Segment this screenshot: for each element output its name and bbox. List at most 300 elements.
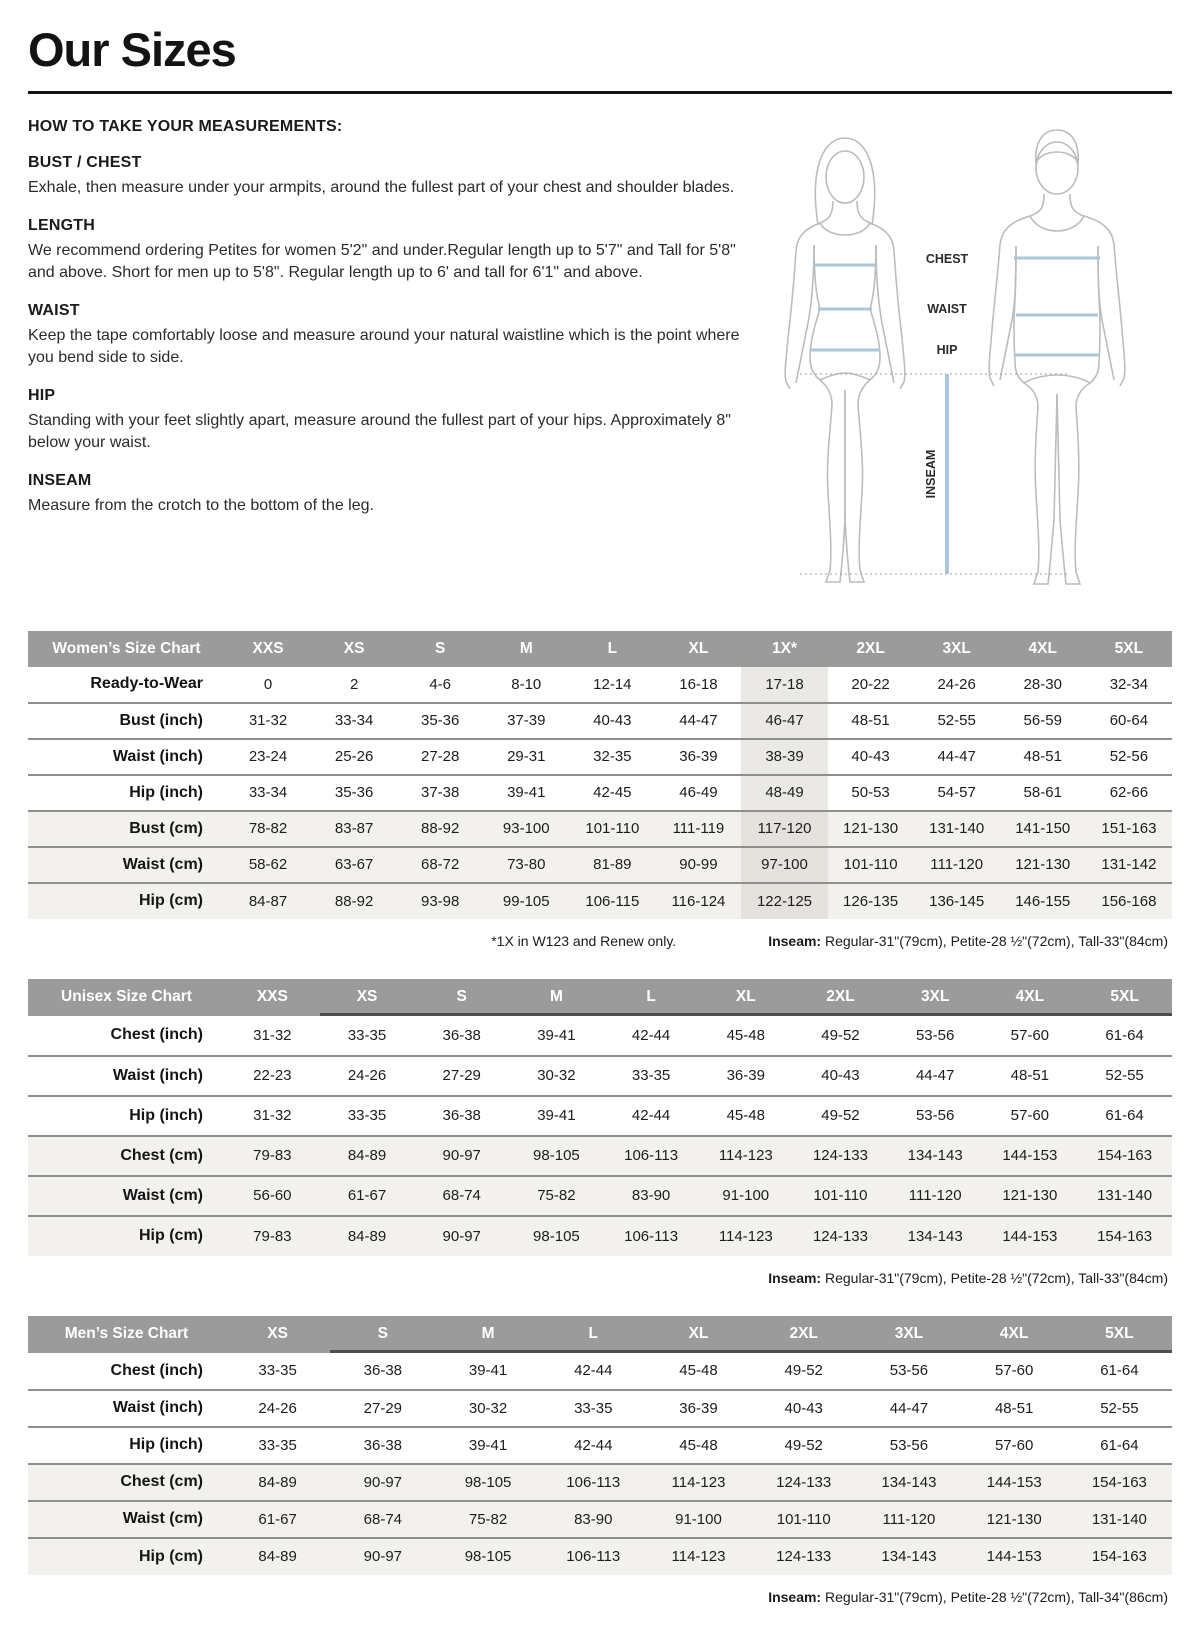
size-cell: 98-105 bbox=[464, 1548, 512, 1566]
table-title-cell: Men’s Size Chart bbox=[28, 1316, 225, 1353]
footnote-note: *1X in W123 and Renew only. bbox=[491, 932, 677, 949]
size-chart-table bbox=[28, 631, 1172, 919]
size-cell: 52-55 bbox=[937, 712, 976, 730]
size-cell: 84-89 bbox=[347, 1227, 387, 1245]
size-cell: 68-74 bbox=[442, 1187, 481, 1205]
section-label: BUST / CHEST bbox=[28, 153, 142, 171]
size-cell: 44-47 bbox=[889, 1399, 929, 1417]
size-cell: 49-52 bbox=[821, 1026, 860, 1044]
size-cell: 58-61 bbox=[1023, 784, 1062, 802]
size-cell: 48-51 bbox=[1023, 748, 1062, 766]
table-row bbox=[28, 1216, 1172, 1256]
size-cell: 8-10 bbox=[511, 675, 542, 693]
size-cell: 121-130 bbox=[986, 1510, 1042, 1528]
size-cell: 33-35 bbox=[258, 1362, 297, 1380]
size-cell: 79-83 bbox=[253, 1147, 292, 1165]
size-cell: 111-120 bbox=[908, 1187, 962, 1205]
size-cell: 111-120 bbox=[930, 856, 984, 874]
size-cell: 45-48 bbox=[726, 1026, 765, 1044]
size-cell: 39-41 bbox=[468, 1436, 508, 1454]
size-cell: 88-92 bbox=[421, 820, 460, 838]
size-cell: 134-143 bbox=[881, 1473, 937, 1491]
size-cell: 46-49 bbox=[679, 784, 718, 802]
size-cell: 56-59 bbox=[1023, 712, 1062, 730]
section-text: Measure from the crotch to the bottom of the leg. bbox=[28, 497, 374, 515]
size-cell: 40-43 bbox=[593, 712, 632, 730]
size-cell: 144-153 bbox=[1002, 1147, 1058, 1165]
size-cell: 40-43 bbox=[821, 1067, 860, 1085]
size-cell: 90-97 bbox=[363, 1473, 403, 1491]
size-cell: 114-123 bbox=[718, 1147, 773, 1165]
size-cell: 154-163 bbox=[1091, 1548, 1147, 1566]
size-cell: 53-56 bbox=[915, 1107, 955, 1125]
size-cell: 36-38 bbox=[442, 1107, 481, 1125]
size-cell: 36-38 bbox=[442, 1026, 481, 1044]
section-hip bbox=[28, 387, 766, 454]
size-cell: 58-62 bbox=[248, 856, 288, 874]
size-cell: 63-67 bbox=[334, 856, 374, 874]
size-cell: 36-39 bbox=[726, 1067, 765, 1085]
size-cell: 83-90 bbox=[631, 1187, 671, 1205]
size-cell: 90-97 bbox=[442, 1227, 481, 1245]
size-cell: 49-52 bbox=[784, 1436, 823, 1454]
size-cell: 61-64 bbox=[1105, 1107, 1144, 1125]
size-cell: 37-39 bbox=[507, 712, 546, 730]
size-cell: 144-153 bbox=[986, 1548, 1042, 1566]
size-cell: 101-110 bbox=[585, 820, 640, 838]
size-cell: 22-23 bbox=[253, 1067, 292, 1085]
column-header: 3XL bbox=[914, 631, 1000, 667]
size-cell: 53-56 bbox=[889, 1436, 929, 1454]
hip-label: HIP bbox=[936, 342, 958, 357]
table-row bbox=[28, 739, 1172, 775]
row-label: Hip (cm) bbox=[139, 892, 203, 910]
size-cell: 40-43 bbox=[784, 1399, 823, 1417]
size-cell: 24-26 bbox=[347, 1067, 387, 1085]
waist-label: WAIST bbox=[927, 301, 967, 316]
column-header: 4XL bbox=[983, 979, 1078, 1016]
size-cell: 31-32 bbox=[253, 1026, 292, 1044]
size-cell: 131-142 bbox=[1101, 856, 1157, 874]
column-header: 5XL bbox=[1077, 979, 1172, 1016]
size-cell: 42-45 bbox=[593, 784, 632, 802]
column-header: M bbox=[509, 979, 604, 1016]
size-cell: 99-105 bbox=[502, 892, 550, 910]
size-cell: 134-143 bbox=[907, 1147, 963, 1165]
row-label: Hip (cm) bbox=[139, 1547, 203, 1565]
size-cell: 57-60 bbox=[994, 1436, 1034, 1454]
size-cell: 106-113 bbox=[566, 1548, 621, 1566]
size-cell: 101-110 bbox=[813, 1187, 868, 1205]
size-cell: 134-143 bbox=[881, 1548, 937, 1566]
size-cell: 28-30 bbox=[1023, 675, 1062, 693]
section-text: We recommend ordering Petites for women 5'2" and under.Regular length up to 5'7" and Tall for 5'8" and above. Short for men up to 5'8". Regular length up to 6' and tall for 6'1" and above. bbox=[28, 241, 736, 281]
column-header: 3XL bbox=[888, 979, 983, 1016]
section-label: WAIST bbox=[28, 301, 80, 319]
column-header: 2XL bbox=[751, 1316, 856, 1353]
size-cell: 91-100 bbox=[722, 1187, 770, 1205]
size-cell: 33-34 bbox=[334, 712, 374, 730]
size-cell: 39-41 bbox=[507, 784, 546, 802]
female-figure bbox=[785, 138, 905, 582]
size-cell: 62-66 bbox=[1109, 784, 1149, 802]
column-header: 2XL bbox=[828, 631, 914, 667]
size-cell: 81-89 bbox=[593, 856, 632, 874]
column-header: 2XL bbox=[793, 979, 888, 1016]
section-waist bbox=[28, 302, 766, 369]
size-cell: 90-97 bbox=[363, 1548, 403, 1566]
size-cell: 39-41 bbox=[537, 1026, 576, 1044]
size-cell: 23-24 bbox=[248, 748, 288, 766]
size-cell: 37-38 bbox=[421, 784, 460, 802]
size-chart-table bbox=[28, 979, 1172, 1256]
table-footnote bbox=[28, 1270, 1168, 1286]
size-cell: 32-34 bbox=[1109, 675, 1149, 693]
size-cell: 42-44 bbox=[574, 1362, 613, 1380]
size-cell: 106-113 bbox=[624, 1227, 679, 1245]
column-header: S bbox=[414, 979, 509, 1016]
table-title-cell: Women’s Size Chart bbox=[28, 631, 225, 667]
size-cell: 39-41 bbox=[468, 1362, 508, 1380]
size-cell: 111-119 bbox=[672, 820, 725, 838]
size-cell: 12-14 bbox=[593, 675, 632, 693]
section-label: HIP bbox=[28, 387, 56, 405]
size-cell: 90-97 bbox=[442, 1147, 481, 1165]
table-row bbox=[28, 1056, 1172, 1096]
size-cell: 83-90 bbox=[574, 1510, 613, 1528]
size-cell: 131-140 bbox=[1091, 1510, 1147, 1528]
size-cell: 154-163 bbox=[1097, 1147, 1153, 1165]
page-title: Our Sizes bbox=[28, 23, 236, 76]
size-cell: 52-55 bbox=[1100, 1399, 1139, 1417]
column-header: 3XL bbox=[856, 1316, 961, 1353]
size-cell: 46-47 bbox=[741, 703, 827, 739]
size-cell: 53-56 bbox=[889, 1362, 929, 1380]
size-cell: 33-35 bbox=[574, 1399, 613, 1417]
column-header: S bbox=[397, 631, 483, 667]
size-cell: 49-52 bbox=[784, 1362, 823, 1380]
unisex-size-chart bbox=[28, 979, 1172, 1286]
size-cell: 121-130 bbox=[843, 820, 899, 838]
size-cell: 20-22 bbox=[851, 675, 890, 693]
size-cell: 44-47 bbox=[679, 712, 718, 730]
size-cell: 98-105 bbox=[533, 1227, 580, 1245]
section-text: Keep the tape comfortably loose and measure around your natural waistline which is the point where you bend side to side. bbox=[28, 326, 740, 366]
row-label: Hip (inch) bbox=[129, 1106, 203, 1124]
size-cell: 48-51 bbox=[1010, 1067, 1050, 1085]
table-row bbox=[28, 847, 1172, 883]
size-cell: 29-31 bbox=[507, 748, 546, 766]
column-header: 4XL bbox=[962, 1316, 1067, 1353]
size-cell: 30-32 bbox=[537, 1067, 576, 1085]
table-row bbox=[28, 1353, 1172, 1390]
column-header: L bbox=[604, 979, 699, 1016]
size-cell: 40-43 bbox=[851, 748, 890, 766]
row-label: Chest (cm) bbox=[120, 1473, 203, 1491]
size-chart-table bbox=[28, 1316, 1172, 1575]
footnote-inseam: Inseam: Regular-31"(79cm), Petite-28 ½"(72cm), Tall-33"(84cm) bbox=[768, 932, 1168, 949]
size-cell: 57-60 bbox=[1010, 1026, 1050, 1044]
size-cell: 126-135 bbox=[843, 892, 899, 910]
size-cell: 134-143 bbox=[907, 1227, 963, 1245]
size-cell: 131-140 bbox=[1097, 1187, 1153, 1205]
size-cell: 154-163 bbox=[1091, 1473, 1147, 1491]
size-cell: 60-64 bbox=[1109, 712, 1149, 730]
row-label: Chest (inch) bbox=[110, 1026, 203, 1044]
size-cell: 84-89 bbox=[258, 1548, 297, 1566]
table-title-cell: Unisex Size Chart bbox=[28, 979, 225, 1016]
row-label: Hip (inch) bbox=[129, 783, 203, 801]
size-cell: 88-92 bbox=[334, 892, 374, 910]
womens-size-chart bbox=[28, 631, 1172, 949]
column-header: XS bbox=[320, 979, 415, 1016]
mens-size-chart bbox=[28, 1316, 1172, 1605]
size-cell: 68-72 bbox=[421, 856, 460, 874]
column-header: L bbox=[569, 631, 655, 667]
inseam-label: INSEAM bbox=[924, 449, 938, 498]
section-length bbox=[28, 217, 766, 284]
size-cell: 144-153 bbox=[1002, 1227, 1058, 1245]
column-header: XL bbox=[646, 1316, 751, 1353]
size-cell: 57-60 bbox=[1010, 1107, 1050, 1125]
size-cell: 84-89 bbox=[258, 1473, 297, 1491]
size-cell: 53-56 bbox=[915, 1026, 955, 1044]
size-cell: 27-29 bbox=[442, 1067, 481, 1085]
table-row bbox=[28, 775, 1172, 811]
size-cell: 97-100 bbox=[741, 847, 827, 883]
row-label: Waist (cm) bbox=[122, 1510, 203, 1528]
table-row bbox=[28, 1427, 1172, 1464]
size-cell: 48-51 bbox=[851, 712, 890, 730]
size-cell: 44-47 bbox=[915, 1067, 955, 1085]
size-cell: 4-6 bbox=[429, 675, 452, 693]
table-row bbox=[28, 1501, 1172, 1538]
size-cell: 31-32 bbox=[248, 712, 288, 730]
male-figure bbox=[989, 130, 1125, 584]
table-row bbox=[28, 1016, 1172, 1056]
size-cell: 114-123 bbox=[718, 1227, 773, 1245]
table-footnote bbox=[28, 933, 1168, 949]
size-cell: 136-145 bbox=[929, 892, 985, 910]
size-cell: 61-67 bbox=[258, 1510, 297, 1528]
section-text: Standing with your feet slightly apart, measure around the fullest part of your hips. Approximately 8" below your waist. bbox=[28, 412, 731, 452]
size-cell: 48-51 bbox=[994, 1399, 1034, 1417]
size-cell: 146-155 bbox=[1015, 892, 1071, 910]
column-header: M bbox=[435, 1316, 540, 1353]
size-cell: 57-60 bbox=[994, 1362, 1034, 1380]
section-label: LENGTH bbox=[28, 216, 95, 234]
size-cell: 114-123 bbox=[671, 1548, 726, 1566]
size-cell: 93-98 bbox=[421, 892, 460, 910]
size-cell: 79-83 bbox=[253, 1227, 292, 1245]
size-cell: 141-150 bbox=[1015, 820, 1071, 838]
size-cell: 101-110 bbox=[776, 1510, 831, 1528]
size-cell: 45-48 bbox=[679, 1436, 718, 1454]
size-cell: 52-55 bbox=[1105, 1067, 1144, 1085]
measurement-instructions bbox=[28, 118, 766, 518]
size-cell: 39-41 bbox=[537, 1107, 576, 1125]
size-figures-illustration bbox=[752, 122, 1172, 602]
size-cell: 32-35 bbox=[593, 748, 632, 766]
column-header: XL bbox=[655, 631, 741, 667]
table-row bbox=[28, 1538, 1172, 1575]
size-cell: 124-133 bbox=[812, 1147, 868, 1165]
column-header: S bbox=[330, 1316, 435, 1353]
size-cell: 124-133 bbox=[812, 1227, 868, 1245]
section-text: Exhale, then measure under your armpits, around the fullest part of your chest and shoulder blades. bbox=[28, 178, 735, 196]
size-cell: 78-82 bbox=[248, 820, 288, 838]
size-cell: 42-44 bbox=[574, 1436, 613, 1454]
size-cell: 49-52 bbox=[821, 1107, 860, 1125]
size-cell: 45-48 bbox=[726, 1107, 765, 1125]
size-cell: 73-80 bbox=[507, 856, 546, 874]
row-label: Hip (inch) bbox=[129, 1436, 203, 1454]
footnote-inseam: Inseam: Regular-31"(79cm), Petite-28 ½"(72cm), Tall-34"(86cm) bbox=[768, 1588, 1168, 1605]
table-row bbox=[28, 1464, 1172, 1501]
size-cell: 33-35 bbox=[258, 1436, 297, 1454]
column-header: 5XL bbox=[1086, 631, 1172, 667]
row-label: Bust (inch) bbox=[119, 711, 203, 729]
table-row bbox=[28, 1096, 1172, 1136]
table-row bbox=[28, 883, 1172, 919]
size-cell: 106-115 bbox=[585, 892, 640, 910]
size-cell: 33-35 bbox=[631, 1067, 671, 1085]
title-divider bbox=[28, 91, 1172, 94]
size-cell: 84-89 bbox=[347, 1147, 387, 1165]
size-cell: 33-35 bbox=[347, 1026, 387, 1044]
section-inseam bbox=[28, 472, 766, 517]
size-cell: 36-39 bbox=[679, 748, 718, 766]
size-cell: 111-120 bbox=[882, 1510, 936, 1528]
size-cell: 27-29 bbox=[363, 1399, 403, 1417]
size-cell: 75-82 bbox=[537, 1187, 576, 1205]
size-cell: 124-133 bbox=[776, 1473, 832, 1491]
size-cell: 116-124 bbox=[671, 892, 726, 910]
size-cell: 122-125 bbox=[741, 883, 827, 919]
size-cell: 33-34 bbox=[248, 784, 288, 802]
size-cell: 61-67 bbox=[347, 1187, 387, 1205]
column-header: L bbox=[541, 1316, 646, 1353]
size-cell: 30-32 bbox=[468, 1399, 508, 1417]
size-cell: 98-105 bbox=[533, 1147, 580, 1165]
size-cell: 68-74 bbox=[363, 1510, 403, 1528]
size-cell: 91-100 bbox=[675, 1510, 722, 1528]
row-label: Waist (cm) bbox=[122, 1186, 203, 1204]
size-cell: 42-44 bbox=[631, 1107, 671, 1125]
size-cell: 36-38 bbox=[363, 1362, 403, 1380]
size-cell: 2 bbox=[349, 675, 359, 693]
footnote-inseam: Inseam: Regular-31"(79cm), Petite-28 ½"(72cm), Tall-33"(84cm) bbox=[768, 1269, 1168, 1286]
size-cell: 17-18 bbox=[741, 667, 827, 703]
size-cell: 16-18 bbox=[679, 675, 718, 693]
row-label: Waist (inch) bbox=[112, 1399, 203, 1417]
row-label: Bust (cm) bbox=[129, 819, 203, 837]
section-bust-chest bbox=[28, 154, 766, 199]
size-cell: 61-64 bbox=[1100, 1362, 1139, 1380]
table-row bbox=[28, 1176, 1172, 1216]
table-row bbox=[28, 703, 1172, 739]
size-cell: 25-26 bbox=[334, 748, 374, 766]
size-cell: 36-39 bbox=[679, 1399, 718, 1417]
measurement-intro bbox=[28, 118, 1172, 604]
size-cell: 48-49 bbox=[741, 775, 827, 811]
size-cell: 124-133 bbox=[776, 1548, 832, 1566]
size-cell: 27-28 bbox=[421, 748, 460, 766]
size-cell: 0 bbox=[263, 675, 273, 693]
table-row bbox=[28, 811, 1172, 847]
row-label: Waist (cm) bbox=[122, 855, 203, 873]
table-row bbox=[28, 1136, 1172, 1176]
size-cell: 121-130 bbox=[1015, 856, 1071, 874]
section-label: INSEAM bbox=[28, 472, 92, 490]
row-label: Chest (cm) bbox=[120, 1146, 203, 1164]
size-cell: 144-153 bbox=[986, 1473, 1042, 1491]
size-cell: 54-57 bbox=[937, 784, 976, 802]
table-row bbox=[28, 667, 1172, 703]
size-cell: 106-113 bbox=[566, 1473, 621, 1491]
size-cell: 31-32 bbox=[253, 1107, 292, 1125]
size-cell: 98-105 bbox=[464, 1473, 512, 1491]
size-cell: 121-130 bbox=[1002, 1187, 1058, 1205]
size-cell: 50-53 bbox=[851, 784, 890, 802]
row-label: Waist (inch) bbox=[112, 747, 203, 765]
size-cell: 61-64 bbox=[1100, 1436, 1139, 1454]
size-cell: 38-39 bbox=[741, 739, 827, 775]
size-cell: 90-99 bbox=[679, 856, 718, 874]
size-cell: 93-100 bbox=[502, 820, 550, 838]
column-header: M bbox=[483, 631, 569, 667]
size-cell: 117-120 bbox=[741, 811, 827, 847]
size-cell: 83-87 bbox=[334, 820, 374, 838]
size-cell: 36-38 bbox=[363, 1436, 403, 1454]
size-cell: 33-35 bbox=[347, 1107, 387, 1125]
how-to-heading: HOW TO TAKE YOUR MEASUREMENTS: bbox=[28, 117, 343, 135]
size-cell: 61-64 bbox=[1105, 1026, 1144, 1044]
size-cell: 154-163 bbox=[1097, 1227, 1153, 1245]
size-cell: 156-168 bbox=[1101, 892, 1157, 910]
chest-label: CHEST bbox=[925, 251, 969, 266]
column-header: 4XL bbox=[1000, 631, 1086, 667]
size-cell: 84-87 bbox=[248, 892, 288, 910]
size-cell: 35-36 bbox=[334, 784, 374, 802]
size-cell: 42-44 bbox=[631, 1026, 671, 1044]
size-cell: 75-82 bbox=[468, 1510, 508, 1528]
row-label: Chest (inch) bbox=[110, 1361, 203, 1379]
column-header: XL bbox=[698, 979, 793, 1016]
column-header: 5XL bbox=[1067, 1316, 1172, 1353]
size-cell: 151-163 bbox=[1101, 820, 1157, 838]
column-header: XS bbox=[225, 1316, 330, 1353]
size-cell: 106-113 bbox=[624, 1147, 679, 1165]
row-label: Waist (inch) bbox=[112, 1066, 203, 1084]
column-header: XXS bbox=[225, 979, 320, 1016]
row-label: Hip (cm) bbox=[139, 1227, 203, 1245]
size-cell: 114-123 bbox=[671, 1473, 726, 1491]
column-header: XS bbox=[311, 631, 397, 667]
row-label: Ready-to-Wear bbox=[90, 675, 203, 693]
table-footnote bbox=[28, 1589, 1168, 1605]
size-cell: 24-26 bbox=[937, 675, 976, 693]
size-cell: 45-48 bbox=[679, 1362, 718, 1380]
size-cell: 24-26 bbox=[258, 1399, 297, 1417]
column-header: XXS bbox=[225, 631, 311, 667]
size-cell: 52-56 bbox=[1109, 748, 1149, 766]
table-row bbox=[28, 1390, 1172, 1427]
size-cell: 56-60 bbox=[253, 1187, 292, 1205]
size-cell: 35-36 bbox=[421, 712, 460, 730]
size-cell: 44-47 bbox=[937, 748, 976, 766]
size-cell: 131-140 bbox=[929, 820, 985, 838]
